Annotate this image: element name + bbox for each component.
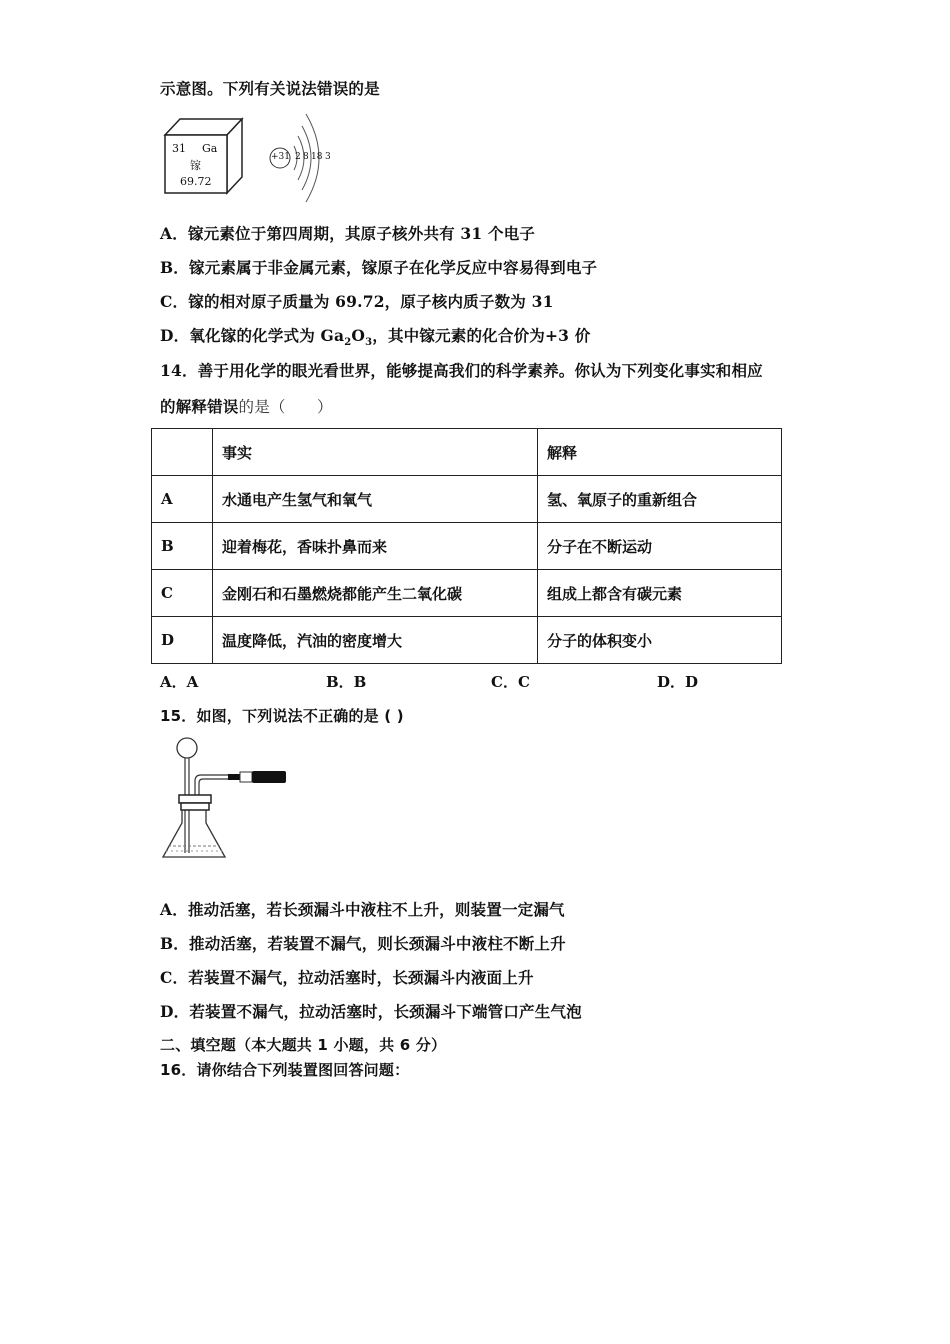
- q15-option-a: [160, 898, 565, 920]
- option-text: 镓的相对原子质量为 69.72，原子核内质子数为 31: [188, 292, 554, 311]
- q13-option-b: [160, 256, 597, 278]
- row-label: D: [152, 617, 213, 664]
- gallium-element-card: [160, 115, 245, 197]
- q13-intro-text: 示意图。下列有关说法: [160, 79, 318, 98]
- option-label: C．: [160, 968, 189, 987]
- option-text: 镓元素位于第四周期，其原子核外共有 31 个电子: [187, 224, 536, 243]
- choice-b: B．B: [326, 673, 367, 691]
- table-header-row: [152, 429, 782, 476]
- option-label: C．: [160, 292, 189, 311]
- option-text: 若装置不漏气，拉动活塞时，长颈漏斗下端管口产生气泡: [189, 1002, 582, 1021]
- q14-stem-line1: 14．善于用化学的眼光看世界，能够提高我们的科学素养。你认为下列变化事实和相应: [160, 361, 763, 380]
- row-label: C: [152, 570, 213, 617]
- choice-a: A．A: [160, 673, 199, 691]
- option-label: A．: [160, 900, 188, 919]
- row-fact: 金刚石和石墨燃烧都能产生二氧化碳: [213, 570, 538, 617]
- q13-option-d: [160, 324, 590, 348]
- row-explanation: 组成上都含有碳元素: [538, 570, 782, 617]
- row-fact: 温度降低，汽油的密度增大: [213, 617, 538, 664]
- option-text: ，其中镓元素的化合价为+3 价: [372, 326, 591, 345]
- q15-option-b: [160, 932, 566, 954]
- subscript: 2: [344, 337, 352, 349]
- q15-option-d: [160, 1000, 582, 1022]
- table-header-cell: 解释: [538, 429, 782, 476]
- choice-c: C．C: [491, 673, 530, 691]
- table-row: [152, 476, 782, 523]
- q14-facts-table: [151, 428, 782, 664]
- q15-option-c: [160, 966, 534, 988]
- q13-option-c: [160, 290, 554, 312]
- subscript: 3: [365, 337, 373, 349]
- option-label: A．: [160, 224, 188, 243]
- row-explanation: 分子的体积变小: [538, 617, 782, 664]
- q13-intro-end: 的是: [348, 79, 380, 98]
- element-name: 镓: [190, 159, 201, 172]
- airtightness-apparatus-figure: [160, 733, 290, 863]
- option-label: D．: [160, 326, 190, 345]
- row-explanation: 分子在不断运动: [538, 523, 782, 570]
- atomic-mass: 69.72: [180, 175, 212, 188]
- q14-stem-line2: [160, 395, 333, 417]
- section-heading: 二、填空题（本大题共 1 小题，共 6 分）: [160, 1036, 447, 1054]
- nucleus-charge: +31: [271, 152, 290, 162]
- table-header-cell: 事实: [213, 429, 538, 476]
- row-explanation: 氢、氧原子的重新组合: [538, 476, 782, 523]
- q13-intro: [160, 77, 380, 99]
- option-text: 若装置不漏气，拉动活塞时，长颈漏斗内液面上升: [188, 968, 534, 987]
- shell-2-count: 8: [303, 152, 309, 162]
- row-label: B: [152, 523, 213, 570]
- row-fact: 迎着梅花，香味扑鼻而来: [213, 523, 538, 570]
- shell-3-count: 18: [311, 152, 323, 162]
- q14-stem-bold: 的解释错误: [160, 397, 239, 416]
- row-fact: 水通电产生氢气和氧气: [213, 476, 538, 523]
- table-row: [152, 523, 782, 570]
- q16-stem: 16．请你结合下列装置图回答问题：: [160, 1061, 410, 1079]
- option-text: O: [351, 326, 366, 345]
- option-label: B．: [160, 258, 190, 277]
- q14-stem-light: 的是（ ）: [238, 398, 333, 416]
- shell-4-count: 3: [325, 152, 331, 162]
- option-label: D．: [160, 1002, 190, 1021]
- option-text: 氧化镓的化学式为 Ga: [189, 326, 345, 345]
- table-row: [152, 617, 782, 664]
- table-row: [152, 570, 782, 617]
- choice-d: D．D: [657, 673, 699, 691]
- q13-intro-emphasis: 错误: [317, 79, 349, 98]
- atomic-number: 31: [172, 142, 186, 155]
- gallium-atom-structure: [266, 108, 346, 208]
- option-text: 镓元素属于非金属元素，镓原子在化学反应中容易得到电子: [189, 258, 598, 277]
- option-text: 推动活塞，若装置不漏气，则长颈漏斗中液柱不断上升: [189, 934, 566, 953]
- q13-option-a: [160, 222, 535, 244]
- element-symbol: Ga: [202, 142, 218, 155]
- option-label: B．: [160, 934, 190, 953]
- shell-1-count: 2: [295, 152, 301, 162]
- table-header-cell: [152, 429, 213, 476]
- row-label: A: [152, 476, 213, 523]
- flask-syringe-apparatus-icon: [160, 733, 290, 863]
- option-text: 推动活塞，若长颈漏斗中液柱不上升，则装置一定漏气: [187, 900, 565, 919]
- q15-title: 15．如图，下列说法不正确的是 ( ): [160, 707, 404, 725]
